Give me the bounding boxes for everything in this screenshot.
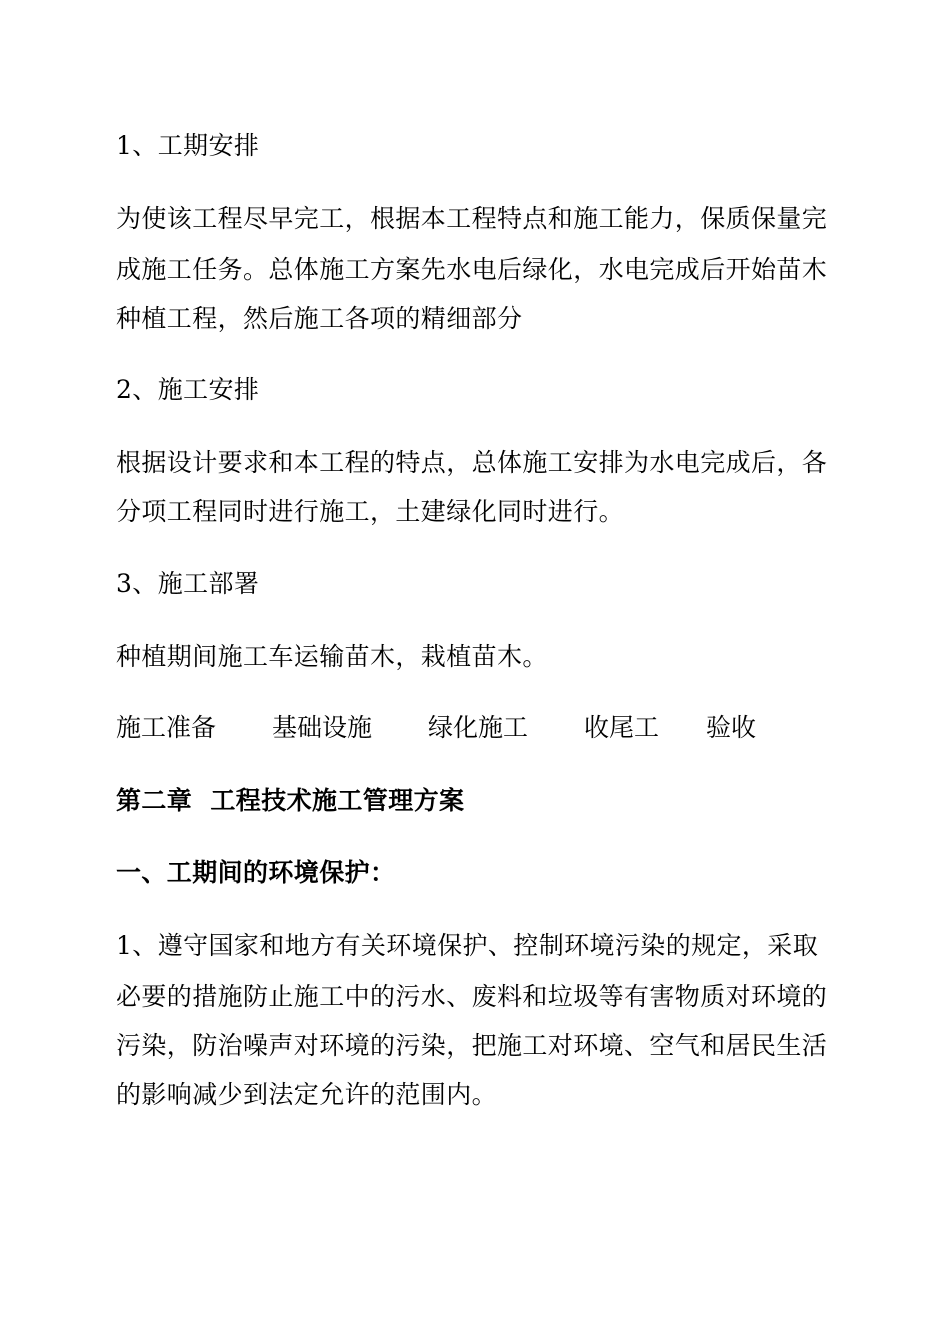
env-line-4: 的影响减少到法定允许的范围内。 xyxy=(116,1080,498,1109)
section-1-line-3: 种植工程，然后施工各项的精细部分 xyxy=(116,304,523,333)
section-2-heading: 2、施工安排 xyxy=(116,375,260,404)
step-item: 施工准备 xyxy=(116,713,217,742)
section-3-heading: 3、施工部署 xyxy=(116,569,260,598)
step-item: 收尾工 xyxy=(584,713,660,742)
section-3-line-1: 种植期间施工车运输苗木，栽植苗木。 xyxy=(116,642,548,671)
section-1-heading: 1、工期安排 xyxy=(116,131,260,160)
section-2-line-1: 根据设计要求和本工程的特点，总体施工安排为水电完成后，各 xyxy=(116,448,828,477)
section-1-line-1: 为使该工程尽早完工，根据本工程特点和施工能力，保质保量完 xyxy=(116,204,828,233)
subsection-title: 一、工期间的环境保护： xyxy=(116,858,396,887)
section-1-line-2: 成施工任务。总体施工方案先水电后绿化，水电完成后开始苗木 xyxy=(116,255,828,284)
step-item: 绿化施工 xyxy=(428,713,529,742)
step-item: 验收 xyxy=(706,713,757,742)
env-line-1: 1、遵守国家和地方有关环境保护、控制环境污染的规定，采取 xyxy=(116,931,819,960)
env-line-2: 必要的措施防止施工中的污水、废料和垃圾等有害物质对环境的 xyxy=(116,982,828,1011)
section-2-line-2: 分项工程同时进行施工，土建绿化同时进行。 xyxy=(116,497,625,526)
chapter-title: 第二章 工程技术施工管理方案 xyxy=(116,786,465,815)
step-item: 基础设施 xyxy=(272,713,373,742)
env-line-3: 污染，防治噪声对环境的污染，把施工对环境、空气和居民生活 xyxy=(116,1031,828,1060)
